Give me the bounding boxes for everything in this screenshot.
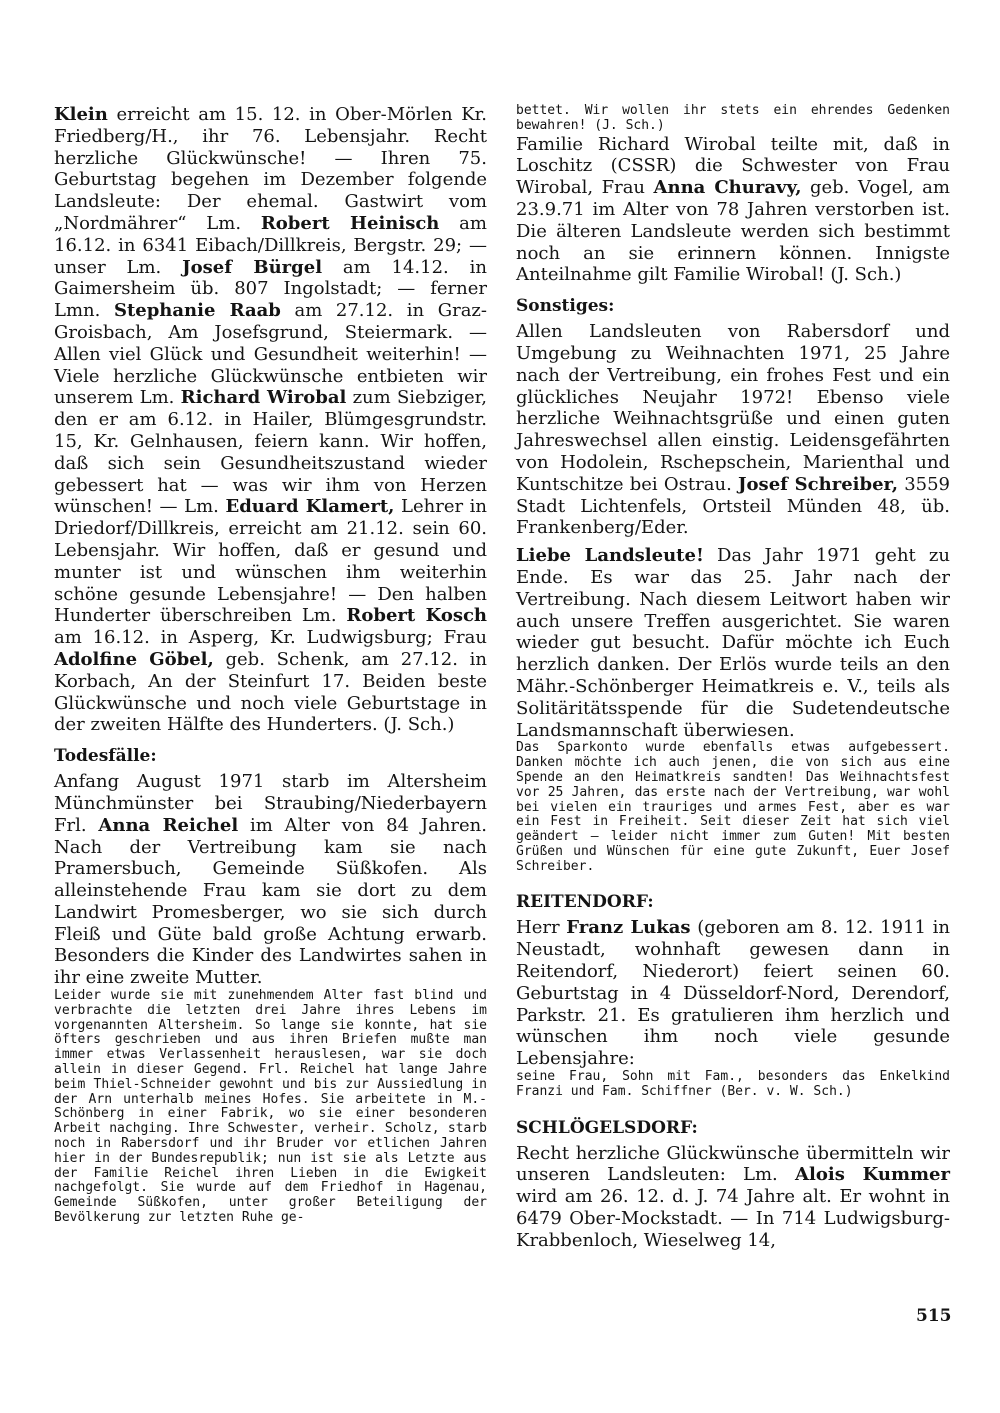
text-run: am 14.12. in Gaimersheim üb. 807 Ingolstadt; — ferner Lmn. — [54, 256, 487, 322]
bold-name: Klein — [54, 104, 108, 125]
lukas-signoff: seine Frau, Sohn mit Fam., besonders das Enkelkind Franzi und Fam. Schiffner (Ber. v. W. Sch.) — [516, 1069, 950, 1099]
text-run: 3559 Stadt Lichtenfels, Ortsteil Münden 48, üb. Frankenberg/Eder. — [516, 473, 951, 539]
christmas-greetings — [516, 321, 950, 539]
sparkonto-paragraph: Das Sparkonto wurde ebenfalls etwas aufgebessert. Danken möchte ich auch jenen, die von sich aus eine Spende an den Heimatkreis sandten! Das Weihnachtsfest vor 25 Jahren, das erste nach der Vertreibung, war wohl bei vielen ein trauriges und armes Fest, aber es war ein Fest in Freiheit. Seit dieser Zeit hat sich viel geändert — leider nicht immer zum Guten! Mit besten Grüßen und Wünschen für eine gute Zukunft, Euer Josef Schreiber. — [516, 740, 950, 874]
bold-name: Alois Kummer — [795, 1164, 950, 1186]
heading-reitendorf: REITENDORF: — [516, 892, 654, 913]
wirobal-notice — [516, 134, 950, 287]
text-run: Recht herzliche Glückwünsche übermitteln wir unseren Landsleuten: Lm. — [516, 1142, 950, 1186]
schloegelsdorf-paragraph — [516, 1143, 950, 1252]
text-run: im Alter von 84 Jahren. Nach der Vertreibung kam sie nach Pramersbuch, Gemeinde Süßkofen. Als alleinstehende Frau kam sie dort zu dem Landwirt Promesberger, wo sie sich durch Fleiß und Güte bald große Achtung erwarb. Besonders die Kinder des Landwirtes sahen in ihr eine zweite Mutter. — [54, 814, 488, 989]
bold-name: Anna Churavy, — [653, 177, 802, 199]
bold-name: Adolfine Göbel, — [54, 648, 214, 670]
right-column — [516, 104, 950, 1252]
text-run: Anfang August 1971 starb im Altersheim Münchmünster bei Straubing/Niederbayern Frl. — [54, 771, 487, 836]
heading-todesfaelle: Todesfälle: — [54, 746, 157, 767]
text-run: erreicht am 15. 12. in Ober-Mörlen Kr. Friedberg/H., ihr 76. Lebensjahr. Recht herzliche Glückwünsche! — Ihren 75. Geburtstag begehen im Dezember folgende Landsleute: Der ehemal. Gastwirt vom „Nordmährer“ Lm. — [54, 104, 487, 234]
liebe-landsleute-paragraph — [516, 545, 950, 741]
text-run: geb. Vogel, am 23.9.71 im Alter von 78 Jahren verstorben ist. Die älteren Landsleute werden sich bestimmt noch an sie erinnern können. Innigste Anteilnahme gilt Familie Wirobal! (J. Sch.) — [516, 177, 950, 286]
obituary-detail: Leider wurde sie mit zunehmendem Alter fast blind und verbrachte die letzten drei Jahre ihres Lebens im vorgenannten Altersheim. So lange sie konnte, hat sie öfters geschrieben und aus ihren Briefen mußte man immer etwas Verlassenheit herauslesen, war sie doch allein in dieser Gegend. Frl. Reichel hat lange Jahre beim Thiel-Schneider gewohnt und bis zur Aussiedlung in der Arn unterhalb meines Hofes. Sie arbeitete in M.-Schönberg in einer Fabrik, wo sie einer besonderen Arbeit nachging. Ihre Schwester, verheir. Scholz, starb noch in Rabersdorf und ihr Bruder vor etlichen Jahren hier in der Bundesrepublik; nun ist sie als Letzte aus der Familie Reichel ihren Lieben in die Ewigkeit nachgefolgt. Sie wurde auf dem Friedhof in Hagenau, Gemeinde Süßkofen, unter großer Beteiligung der Bevölkerung zur letzten Ruhe ge- — [54, 988, 487, 1226]
bold-name: Josef Bürgel — [182, 256, 323, 278]
bold-name: Robert Heinisch — [260, 212, 440, 234]
text-run: Allen Landsleuten von Rabersdorf und Umgebung zu Weihnachten 1971, 25 Jahre nach der Vertreibung, ein frohes Fest und ein glückliches Neujahr 1972! Ebenso viele herzliche Weihnachtsgrüße und einen guten Jahreswechsel allen einstig. Leidensgefährten von Hodolein, Rschepschein, Marienthal und Kuntschitze bei Ostrau. — [516, 321, 950, 495]
bold-name: Liebe Landsleute! — [516, 545, 704, 567]
heading-sonstiges: Sonstiges: — [516, 296, 615, 317]
obituary-continuation: bettet. Wir wollen ihr stets ein ehrendes Gedenken bewahren! (J. Sch.) — [516, 103, 950, 133]
birthday-paragraph — [54, 104, 487, 736]
bold-name: Robert Kosch — [346, 605, 487, 627]
heading-schloegelsdorf: SCHLÖGELSDORF: — [516, 1117, 698, 1138]
page-number: 515 — [916, 1306, 952, 1326]
lukas-birthday — [516, 917, 950, 1070]
bold-name: Stephanie Raab — [113, 300, 281, 322]
bold-name: Franz Lukas — [566, 917, 691, 939]
bold-name: Richard Wirobal — [180, 387, 347, 409]
text-run: zum Siebziger, den er am 6.12. in Hailer, Blümgesgrundstr. 15, Kr. Gelnhausen, feiern kann. Wir hoffen, daß sich sein Gesundheitszustand wieder gebessert hat — was wir ihm von Herzen wünschen! — Lm. — [54, 387, 487, 518]
text-run: am 16.12. in Asperg, Kr. Ludwigsburg; Frau — [54, 627, 487, 649]
bold-name: Josef Schreiber, — [738, 473, 898, 495]
text-run: (geboren am 8. 12. 1911 in Neustadt, wohnhaft gewesen dann in Reitendorf, Niederort) feiert seinen 60. Geburtstag in 4 Düsseldorf-Nord, Derendorf, Parkstr. 21. Es gratulieren ihm herzlich und wünschen ihm noch viele gesunde Lebensjahre: — [516, 917, 951, 1070]
left-column — [54, 104, 487, 1226]
text-run: am 27.12. in Graz-Groisbach, Am Josefsgrund, Steiermark. — Allen viel Glück und Gesundheit weiterhin! — Viele herzliche Glückwünsche entbieten wir unserem Lm. — [54, 300, 487, 409]
text-run: am 16.12. in 6341 Eibach/Dillkreis, Bergstr. 29; — unser Lm. — [54, 212, 487, 278]
text-run: geb. Schenk, am 27.12. in Korbach, An der Steinfurt 17. Beiden beste Glückwünsche und noch viele Geburtstage in der zweiten Hälfte des Hunderters. (J. Sch.) — [54, 648, 488, 736]
bold-name: Anna Reichel — [98, 814, 239, 836]
text-run: Herr — [516, 917, 567, 939]
text-run: Das Jahr 1971 geht zu Ende. Es war das 25. Jahr nach der Vertreibung. Nach diesem Leitwort haben wir auch unsere Treffen ausgerichtet. Sie waren wieder gut besucht. Dafür möchte ich Euch herzlich danken. Der Erlös wurde teils an den Mähr.-Schönberger Heimatkreis e. V., teils als Solitäritätsspende für die Sudetendeutsche Landsmannschaft überwiesen. — [516, 545, 950, 741]
bold-name: Eduard Klamert, — [225, 496, 395, 518]
obituary-paragraph — [54, 771, 487, 989]
text-run: Lehrer in Driedorf/Dillkreis, erreicht am 21.12. sein 60. Lebensjahr. Wir hoffen, daß er gesund und munter ist und wünschen ihm weiterhin schöne gesunde Lebensjahre! — Den halben Hunderter überschreiben Lm. — [54, 496, 488, 627]
text-run: Familie Richard Wirobal teilte mit, daß in Loschitz (CSSR) die Schwester von Frau Wirobal, Frau — [516, 133, 950, 199]
text-run: wird am 26. 12. d. J. 74 Jahre alt. Er wohnt in 6479 Ober-Mockstadt. — In 714 Ludwigsburg-Krabbenloch, Wieselweg 14, — [516, 1186, 950, 1251]
